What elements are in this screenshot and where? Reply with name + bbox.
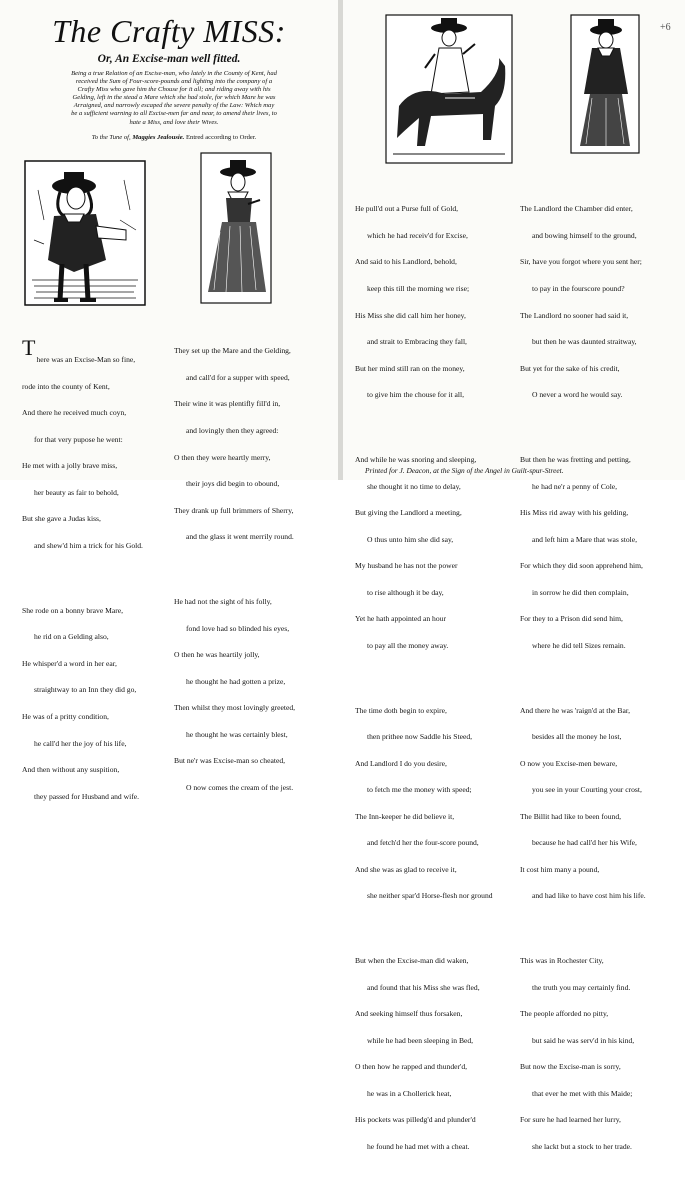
tune-line [26, 134, 322, 142]
verse-line: she lackt but a stock to her trade. [532, 1141, 632, 1151]
verse-line: Sir, have you forgot where you sent her; [520, 257, 642, 267]
verse-line: he call'd her the joy of his life, [34, 738, 127, 748]
verse-line: But now the Excise-man is sorry, [520, 1062, 621, 1072]
verse-line: And said to his Landlord, behold, [355, 257, 457, 267]
verse-line: but then he was daunted straitway, [532, 337, 637, 347]
verse-line: But she gave a Judas kiss, [22, 514, 101, 524]
verse-line: The Landlord the Chamber did enter, [520, 204, 633, 214]
verse-line: to fetch me the money with speed; [367, 785, 472, 795]
verse-line: he was in a Chollerick heat, [367, 1088, 452, 1098]
woodcut-miss [200, 152, 272, 304]
verse-line: Yet he hath appointed an hour [355, 614, 446, 624]
verse-line: O then they were heartly merry, [174, 452, 271, 462]
margin-mark: +6 [660, 22, 671, 33]
woodcut-exciseman [24, 160, 146, 306]
verse-line: He had not the sight of his folly, [174, 597, 272, 606]
verse-line: they passed for Husband and wife. [34, 791, 140, 801]
entry-note: Entred according to Order. [186, 134, 257, 141]
verse-line: They drank up full brimmers of Sherry, [174, 505, 294, 515]
verse-line: And seeking himself thus forsaken, [355, 1009, 463, 1019]
verse-line: The Landlord no sooner had said it, [520, 310, 629, 320]
verse-line: His pockets was pilledg'd and plunder'd [355, 1115, 476, 1125]
verse-line: in sorrow he did then complain, [532, 587, 629, 597]
stanza [520, 188, 646, 418]
verse-line: and strait to Embracing they fall, [367, 337, 467, 347]
verse-line: to give him the chouse for it all, [367, 390, 465, 400]
verse-line: The Billit had like to been found, [520, 811, 622, 821]
stanza [22, 330, 143, 569]
verse-line: It cost him many a pound, [520, 864, 600, 874]
verse-line: but said he was serv'd in his kind, [532, 1035, 635, 1045]
verse-line: And there he was 'raign'd at the Bar, [520, 705, 630, 715]
verse-line: because he had call'd her his Wife, [532, 838, 637, 848]
verse-line: besides all the money he lost, [532, 732, 622, 742]
verse-column-3 [355, 170, 493, 1181]
verse-line: He was of a pritty condition, [22, 711, 109, 721]
verse-line: which he had receiv'd for Excise, [367, 230, 468, 240]
verse-line: he rid on a Gelding also, [34, 632, 109, 642]
verse-line: This was in Rochester City, [520, 956, 604, 966]
verse-line: The time doth begin to expire, [355, 705, 447, 715]
verse-line: to pay all the money away. [367, 640, 449, 650]
verse-line: But giving the Landlord a meeting, [355, 508, 462, 518]
verse-column-4 [520, 170, 646, 1181]
verse-line: And she was as glad to receive it, [355, 864, 457, 874]
stanza [174, 580, 295, 810]
verse-line: and left him a Mare that was stole, [532, 534, 638, 544]
verse-line: here was an Excise-Man so fine, [36, 355, 136, 365]
verse-line: keep this till the morning we rise; [367, 283, 470, 293]
verse-line: and fetch'd her the four-score pound, [367, 838, 479, 848]
stanza [520, 689, 646, 919]
verse-line: Their wine it was plentifly fill'd in, [174, 399, 281, 409]
verse-line: O then how he rapped and thunder'd, [355, 1062, 468, 1072]
intro-line: Being a true Relation of an Excise-man, who lately in the County of Kent, had [71, 70, 277, 77]
intro-line: hate a Miss, and love their Wives. [129, 118, 219, 126]
verse-line: their joys did begin to obound, [186, 479, 280, 489]
verse-line: then prithee now Saddle his Steed, [367, 732, 473, 742]
verse-line: and had like to have cost him his life. [532, 891, 646, 901]
verse-line: But her mind still ran on the money, [355, 363, 465, 373]
verse-line: to pay in the fourscore pound? [532, 283, 625, 293]
verse-line: The Inn-keeper he did believe it, [355, 811, 455, 821]
stanza [174, 330, 295, 560]
stanza [355, 188, 493, 418]
verse-line: And then without any suspition, [22, 765, 120, 775]
verse-line: O now you Excise-men beware, [520, 758, 618, 768]
verse-line: where he did tell Sizes remain. [532, 640, 626, 650]
verse-line: fond love had so blinded his eyes, [186, 623, 290, 633]
verse-line: His Miss rid away with his gelding, [520, 508, 629, 518]
verse-line: and found that his Miss she was fled, [367, 982, 480, 992]
verse-line: His Miss she did call him her honey, [355, 310, 466, 320]
stanza [355, 940, 493, 1170]
stanza [22, 589, 143, 819]
printer-imprint: Printed for J. Deacon, at the Sign of the Angel in Guilt-spur-Street. [365, 466, 564, 475]
verse-line: For sure he had learned her lurry, [520, 1115, 621, 1125]
verse-line: He met with a jolly brave miss, [22, 461, 118, 471]
verse-line: And while he was snoring and sleeping, [355, 455, 477, 464]
verse-line: But yet for the sake of his credit, [520, 363, 620, 373]
verse-line: But when the Excise-man did waken, [355, 956, 469, 966]
verse-line: For which they did soon apprehend him, [520, 561, 643, 571]
verse-line: They set up the Mare and the Gelding, [174, 346, 291, 356]
intro-line: received the Sum of Four-score-pounds and lighting into the company of a [75, 78, 273, 86]
verse-line: her beauty as fair to behold, [34, 487, 119, 497]
ballad-title: The Crafty MISS: [52, 13, 286, 49]
intro-line: Crafty Miss who gave him the Chouse for it all; and riding away with his [77, 86, 271, 94]
verse-line: she neither spar'd Horse-flesh nor ground [367, 891, 493, 901]
verse-line: And Landlord I do you desire, [355, 758, 447, 768]
verse-line: for that very pupose he went: [34, 434, 123, 444]
verse-line: rode into the county of Kent, [22, 381, 110, 391]
verse-line: that ever he met with this Maide; [532, 1088, 633, 1098]
verse-line: O then he was heartily jolly, [174, 650, 260, 660]
verse-line: My husband he has not the power [355, 561, 458, 571]
verse-line: and the glass it went merrily round. [186, 532, 294, 542]
intro-line: be a sufficient warning to all Excise-men far and near, to amend their lives, to [71, 110, 277, 118]
verse-line: He pull'd out a Purse full of Gold, [355, 204, 459, 214]
drop-cap: T [22, 334, 36, 360]
verse-line: Then whilst they most lovingly greeted, [174, 703, 296, 713]
verse-line: She rode on a bonny brave Mare, [22, 605, 124, 615]
woodcut-landlord [570, 14, 640, 154]
verse-line: to rise although it be day, [367, 587, 444, 597]
verse-line: the truth you may certainly find. [532, 982, 631, 992]
verse-line: she thought it no time to delay, [367, 481, 461, 491]
verse-line: he found he had met with a cheat. [367, 1141, 470, 1151]
verse-line: straightway to an Inn they did go, [34, 685, 137, 695]
verse-line: But then he was fretting and petting, [520, 455, 631, 464]
verse-line: For they to a Prison did send him, [520, 614, 623, 624]
tune-name: Maggies Jealousie. [132, 134, 185, 141]
verse-line: O now comes the cream of the jest. [186, 782, 294, 792]
verse-column-2 [174, 312, 295, 822]
verse-column-1 [22, 312, 143, 831]
intro-paragraph [26, 70, 322, 127]
stanza [520, 940, 646, 1170]
verse-line: But ne'r was Excise-man so cheated, [174, 756, 286, 766]
verse-line: while he had been sleeping in Bed, [367, 1035, 474, 1045]
verse-line: O thus unto him she did say, [367, 534, 454, 544]
verse-line: and shew'd him a trick for his Gold. [34, 540, 143, 550]
verse-line: The people afforded no pitty, [520, 1009, 609, 1019]
verse-line: and call'd for a supper with speed, [186, 372, 290, 382]
verse-line: And there he received much coyn, [22, 408, 127, 418]
intro-line: Gelding, left in the stead a Mare which she had stole, for which Mare he was [72, 94, 276, 102]
ballad-subtitle: Or, An Excise-man well fitted. [97, 53, 241, 65]
stanza [355, 689, 493, 919]
tune-prefix: To the Tune of, [91, 134, 131, 141]
verse-line: you see in your Courting your crost, [532, 785, 642, 795]
intro-line: Arraigned, and narrowly escaped the severe penalty of the Law: Which may [73, 102, 275, 110]
verse-line: he thought he had gotten a prize, [186, 676, 286, 686]
verse-line: he had ne'r a penny of Cole, [532, 481, 618, 491]
verse-line: and bowing himself to the ground, [532, 230, 637, 240]
woodcut-rider [385, 14, 513, 164]
verse-line: He whisper'd a word in her ear, [22, 658, 117, 668]
verse-line: and lovingly then they agreed: [186, 425, 279, 435]
verse-line: he thought he was certainly blest, [186, 729, 288, 739]
verse-line: O never a word he would say. [532, 390, 623, 400]
